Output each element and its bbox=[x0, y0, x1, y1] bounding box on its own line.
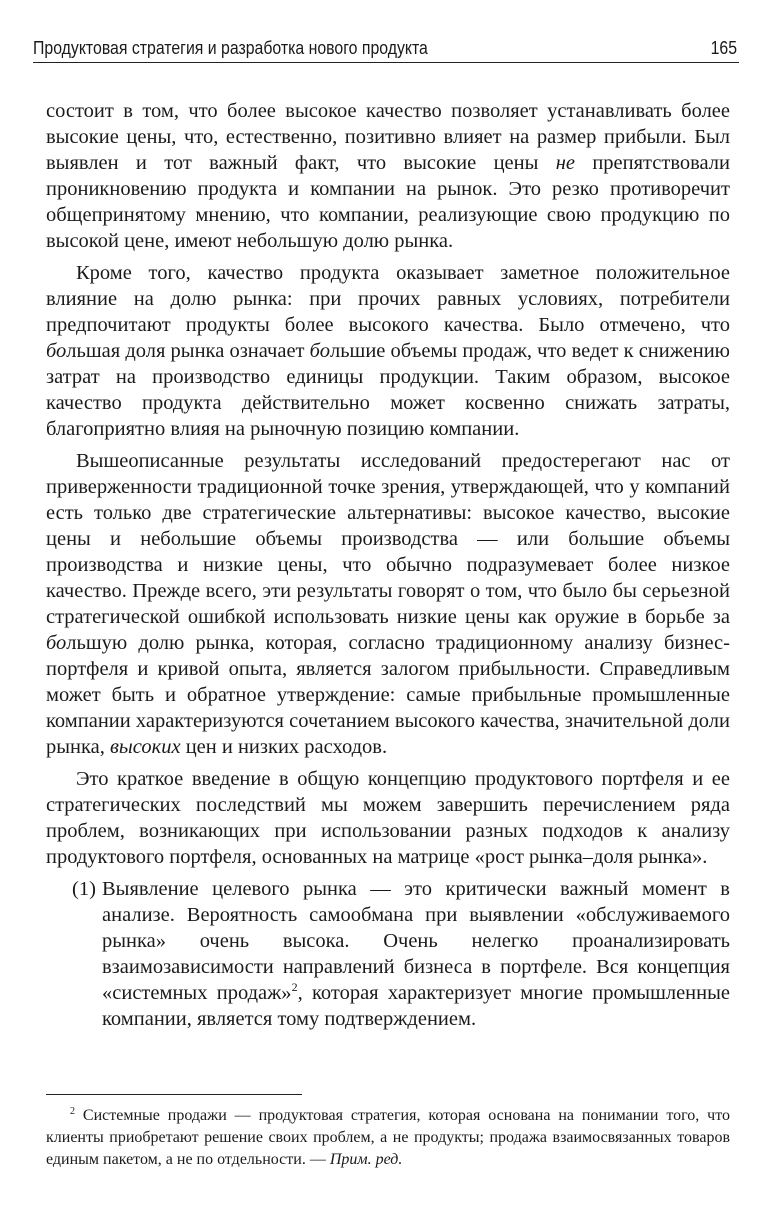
footnote bbox=[46, 1105, 730, 1171]
text-run: Это краткое введение в общую концепцию продуктового портфеля и ее стратегических последствий мы можем завершить перечислением ряда проблем, возникающих при использовании разных подходов к анализу продуктового портфеля, основанных на матрице «рост рынка–доля рынка». bbox=[46, 768, 730, 868]
page-body bbox=[46, 98, 730, 1032]
text-run: Выявление целевого рынка — это критически важный момент в анализе. Вероятность самообмана при выявлении «обслуживаемого рынка» очень высока. Очень нелегко проанализировать взаимозависимости направлений бизнеса в портфеле. Вся концепция «системных продаж» bbox=[102, 878, 730, 1004]
text-run: препятствовали проникновению продукта и компании на рынок. Это резко противоречит общепринятому мнению, что компании, реализующие свою продукцию по высокой цене, имеют небольшую долю рынка. bbox=[46, 152, 730, 252]
emphasis: бо bbox=[309, 340, 330, 362]
text-run: состоит в том, что более высокое качество позволяет устанавливать более высокие цены, что, естественно, позитивно влияет на размер прибыли. Был выявлен и тот важный факт, что высокие цены bbox=[46, 100, 730, 174]
running-header bbox=[33, 38, 739, 63]
emphasis: не bbox=[555, 152, 575, 174]
emphasis: бо bbox=[46, 632, 67, 654]
list-marker: (1) bbox=[72, 878, 96, 900]
text-run: льшую долю рынка, которая, согласно традиционному анализу бизнес-портфеля и кривой опыта, является залогом прибыльности. Справедливым может быть и обратное утверждение: самые прибыльные промышленные компании характеризуются сочетанием высокого качества, значительной доли рынка, bbox=[46, 632, 730, 758]
paragraph bbox=[46, 766, 730, 870]
text-run: льшая доля рынка означает bbox=[66, 340, 305, 362]
emphasis: бо bbox=[46, 340, 67, 362]
paragraph-continued bbox=[46, 98, 730, 254]
footnote-marker: 2 bbox=[70, 1106, 75, 1117]
footnote-note: Прим. ред. bbox=[329, 1151, 403, 1168]
paragraph bbox=[46, 448, 730, 760]
footnote-divider bbox=[46, 1094, 302, 1095]
text-run: Вышеописанные результаты исследований предостерегают нас от приверженности традиционной точке зрения, утверждающей, что у компаний есть только две стратегические альтернативы: высокое качество, высокие цены и небольшие объемы производства — или большие объемы производства и низкие цены, что обычно подразумевает более низкое качество. Прежде всего, эти результаты говорят о том, что было бы серьезной стратегической ошибкой использовать низкие цены как оружие в борьбе за bbox=[46, 450, 730, 628]
text-run: Кроме того, качество продукта оказывает заметное положительное влияние на долю рынка: при прочих равных условиях, потребители предпочитают продукты более высокого качества. Было отмечено, что bbox=[46, 262, 730, 336]
text-run: цен и низких расходов. bbox=[185, 736, 388, 758]
emphasis: высоких bbox=[110, 736, 181, 758]
footnote-text: Системные продажи — продуктовая стратегия, которая основана на понимании того, что клиенты приобретают решение своих проблем, а не продукты; продажа взаимосвязанных товаров единым пакетом, а не по отдельности. — bbox=[46, 1107, 731, 1168]
list-item bbox=[46, 876, 730, 1032]
page-number: 165 bbox=[710, 38, 737, 58]
footnote-ref[interactable]: 2 bbox=[291, 980, 298, 994]
paragraph bbox=[46, 260, 730, 442]
running-header-title: Продуктовая стратегия и разработка нового продукта bbox=[33, 38, 428, 58]
text-run: , которая характеризует многие промышленные компании, является тому подтверждением. bbox=[102, 982, 730, 1030]
text-run: льшие объемы продаж, что ведет к снижению затрат на производство единицы продукции. Таким образом, высокое качество продукта действительно может косвенно снижать затраты, благоприятно влияя на рыночную позицию компании. bbox=[46, 340, 730, 440]
